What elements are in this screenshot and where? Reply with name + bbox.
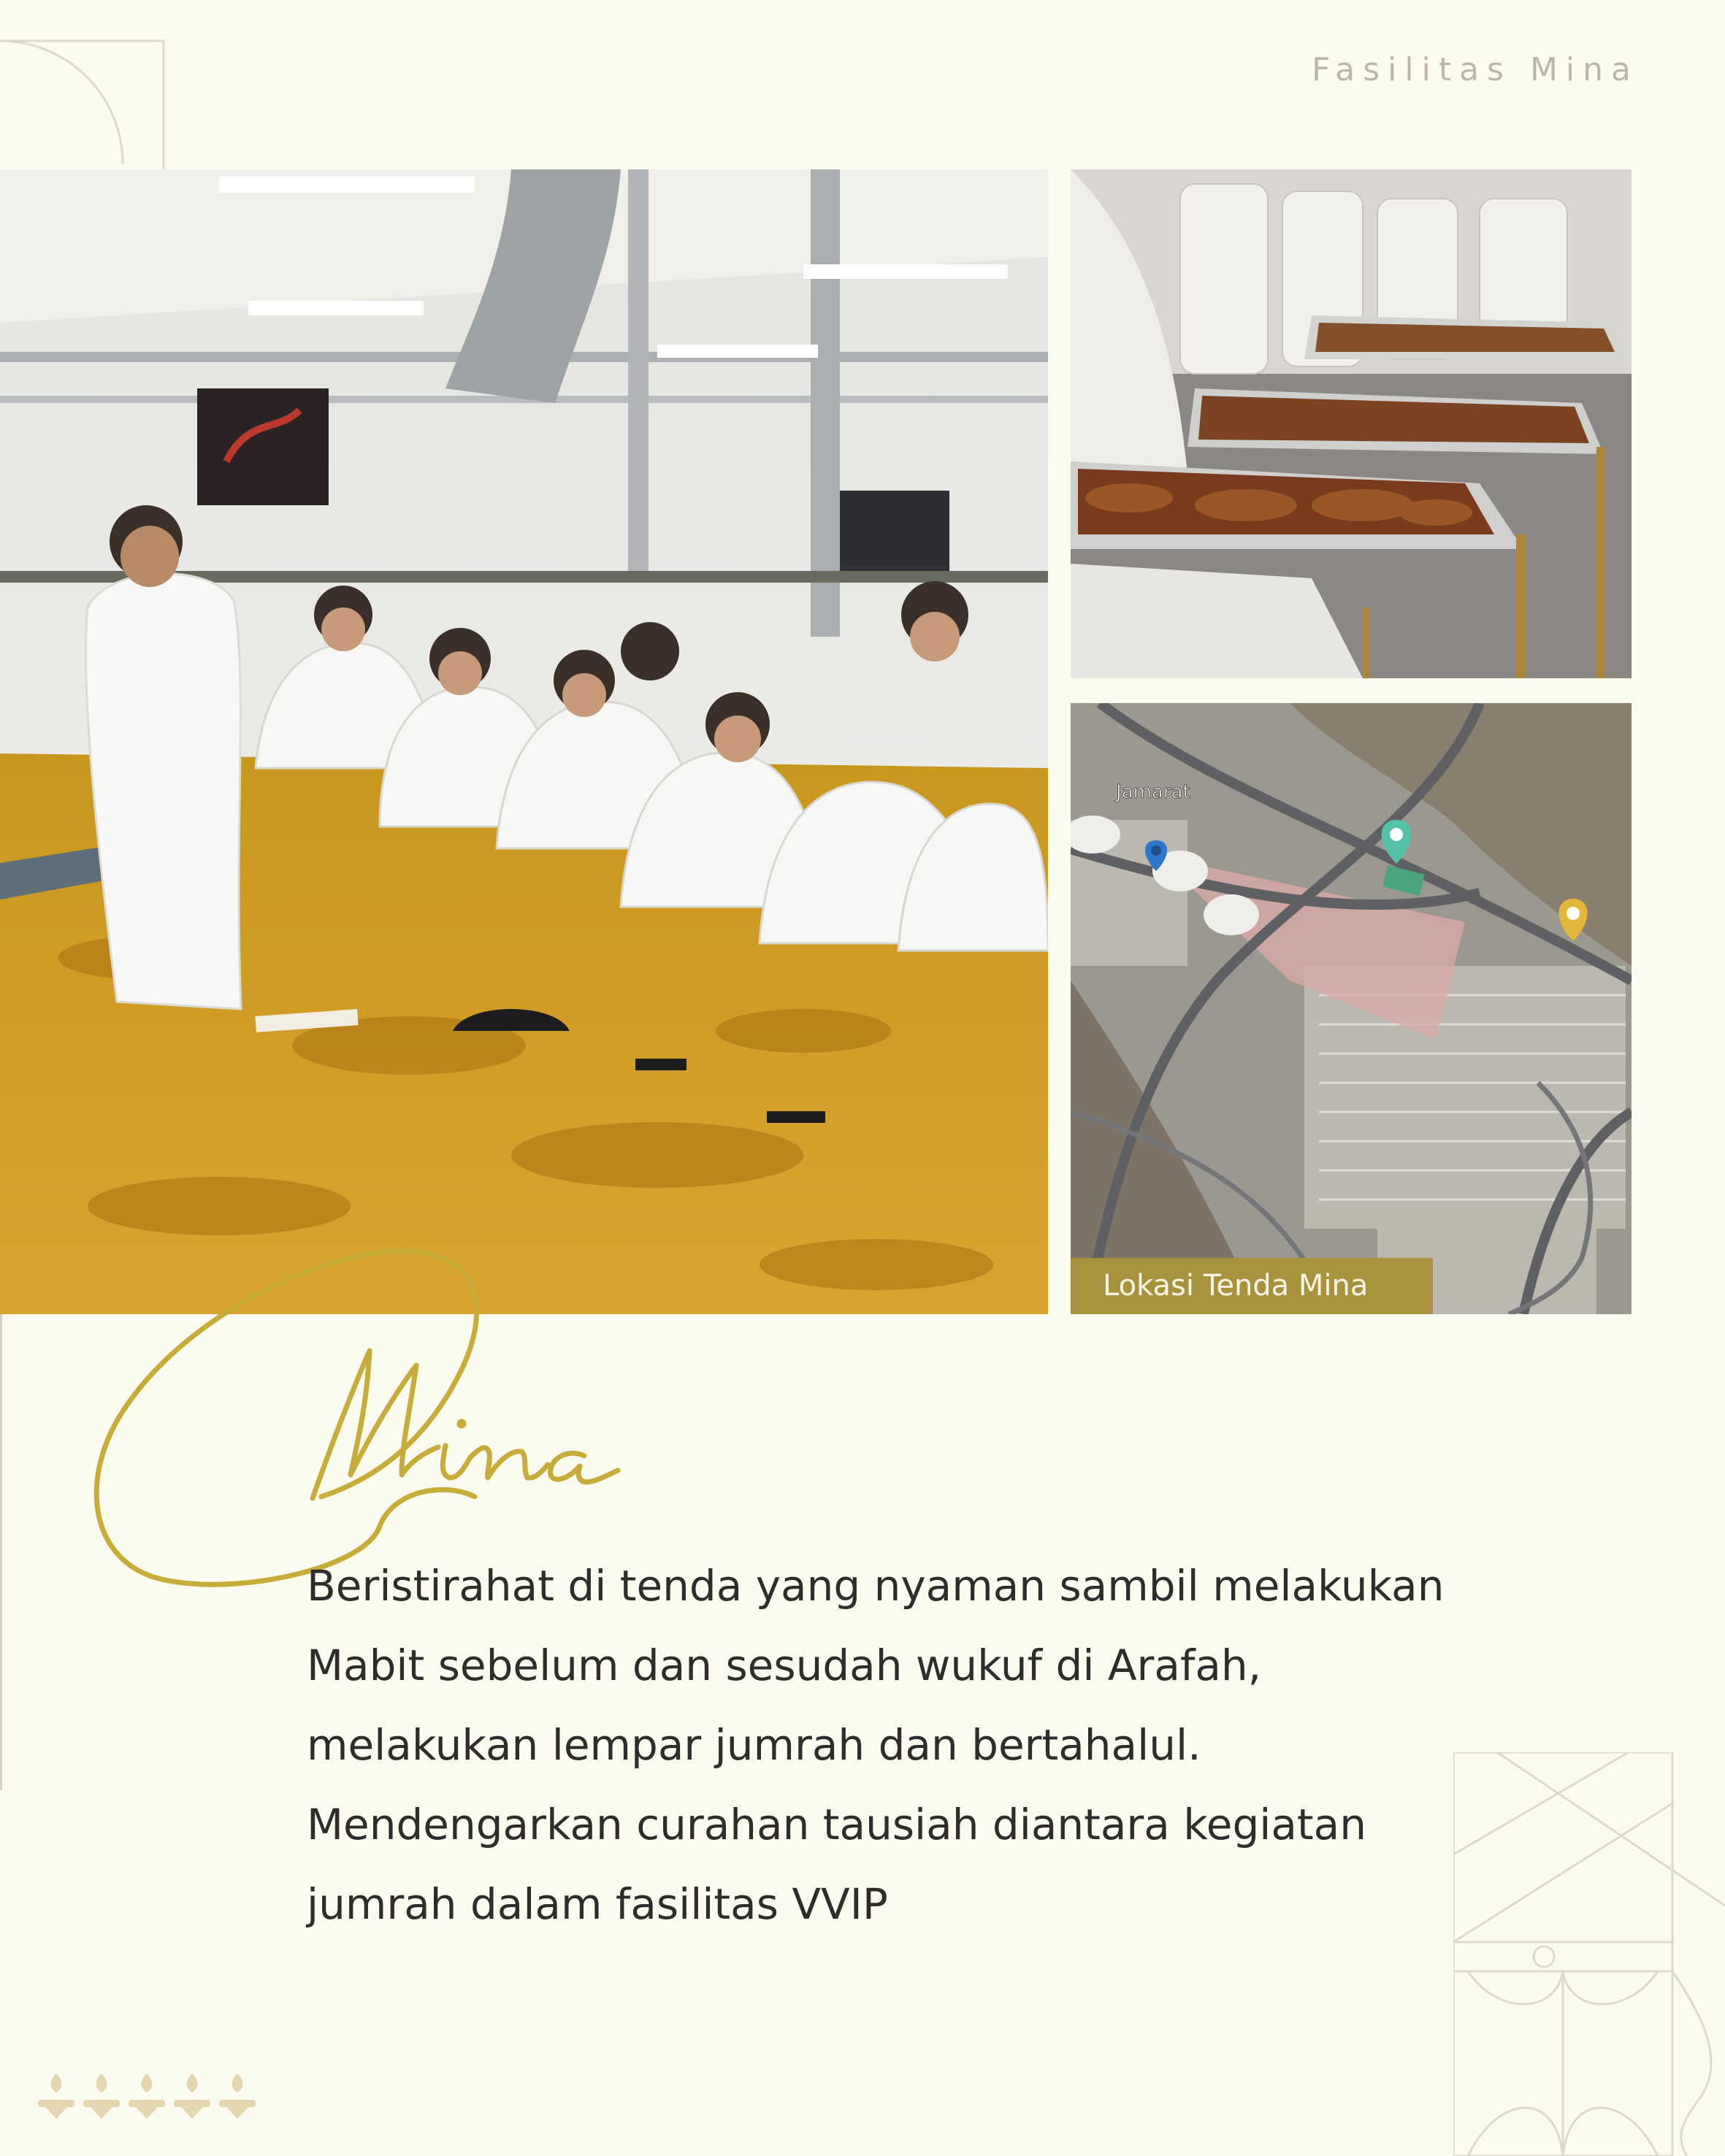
map-caption: Lokasi Tenda Mina <box>1071 1258 1433 1314</box>
description-line: jumrah dalam fasilitas VVIP <box>307 1879 888 1929</box>
description-line: Mendengarkan curahan tausiah diantara kegiatan <box>307 1800 1366 1849</box>
map-mina-location <box>1071 703 1632 1314</box>
description-paragraph <box>307 1546 1504 1944</box>
map-label-jamarat: Jamarat <box>1116 781 1190 803</box>
description-line: Beristirahat di tenda yang nyaman sambil melakukan <box>307 1561 1445 1611</box>
photo-catering-buffet <box>1071 169 1632 678</box>
photo-prayer-in-tent <box>0 169 1048 1314</box>
geometric-ornament-bottom-right <box>1453 1752 1725 2156</box>
page-header-title: Fasilitas Mina <box>1312 51 1639 88</box>
decorative-motif-row <box>38 2071 264 2122</box>
corner-ornament-top-left <box>0 0 175 175</box>
description-line: Mabit sebelum dan sesudah wukuf di Arafah, <box>307 1641 1262 1690</box>
description-line: melakukan lempar jumrah dan bertahalul. <box>307 1720 1201 1770</box>
